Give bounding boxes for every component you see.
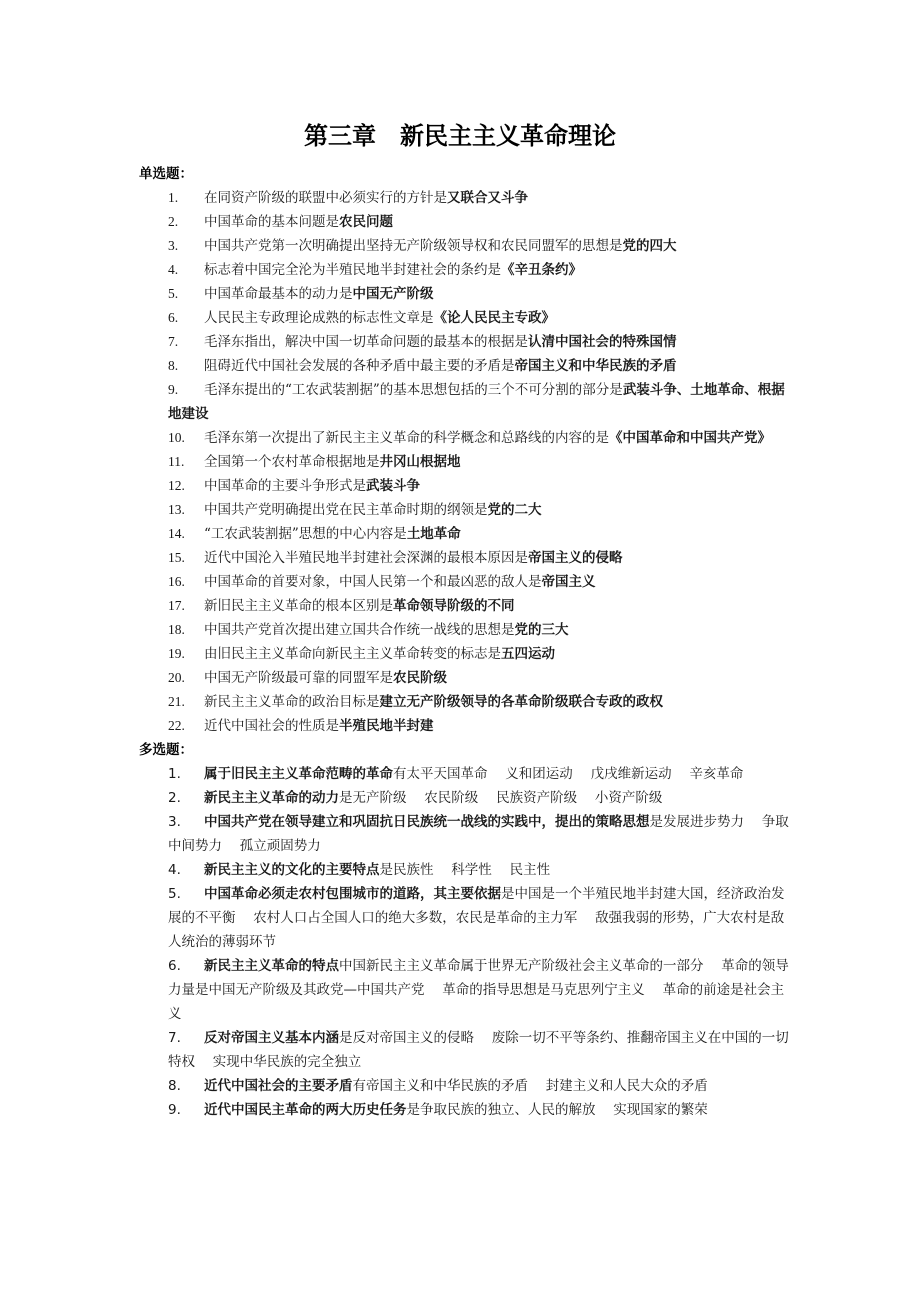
question-item xyxy=(139,570,789,594)
question-number: 2. xyxy=(168,790,181,806)
answer-text: 又联合又斗争 xyxy=(447,190,528,206)
answer-text: 建立无产阶级领导的各革命阶级联合专政的政权 xyxy=(379,694,663,710)
question-text: 新民主主义革命的特点 xyxy=(204,958,339,974)
question-text: 中国共产党明确提出党在民主革命时期的纲领是 xyxy=(204,502,488,518)
question-number: 10. xyxy=(168,430,185,445)
question-item xyxy=(139,546,789,570)
question-item xyxy=(139,522,789,546)
question-item xyxy=(139,210,789,234)
question-text: “工农武装割据”思想的中心内容是 xyxy=(204,526,407,542)
question-text: 中国共产党在领导建立和巩固抗日民族统一战线的实践中，提出的策略思想 xyxy=(204,814,650,830)
question-number: 3. xyxy=(168,238,179,253)
question-item xyxy=(139,498,789,522)
question-text: 新民主主义的文化的主要特点 xyxy=(204,862,380,878)
answer-text: 农民阶级 xyxy=(393,670,447,686)
answer-text: 《辛丑条约》 xyxy=(501,262,582,278)
question-text: 中国共产党首次提出建立国共合作统一战线的思想是 xyxy=(204,622,515,638)
question-text: 阻碍近代中国社会发展的各种矛盾中最主要的矛盾是 xyxy=(204,358,515,374)
question-item xyxy=(139,378,789,426)
question-item xyxy=(139,234,789,258)
question-text: 人民民主专政理论成熟的标志性文章是 xyxy=(204,310,434,326)
question-item xyxy=(139,690,789,714)
question-number: 20. xyxy=(168,670,185,685)
answer-text: 是反对帝国主义的侵略 废除一切不平等条约、推翻帝国主义在中国的一切特权 实现中华民族的完全独立 xyxy=(168,1030,789,1070)
answer-text: 《中国革命和中国共产党》 xyxy=(609,430,771,446)
question-item xyxy=(139,450,789,474)
question-number: 17. xyxy=(168,598,185,613)
question-item xyxy=(139,1098,789,1122)
question-text: 在同资产阶级的联盟中必须实行的方针是 xyxy=(204,190,447,206)
question-text: 近代中国社会的主要矛盾 xyxy=(204,1078,353,1094)
question-text: 中国革命的主要斗争形式是 xyxy=(204,478,366,494)
answer-text: 农民问题 xyxy=(339,214,393,230)
question-number: 3. xyxy=(168,814,181,830)
answer-text: 党的二大 xyxy=(487,502,542,518)
question-number: 8. xyxy=(168,358,179,373)
single-choice-heading: 单选题： xyxy=(139,166,193,182)
multiple-choice-list xyxy=(139,762,789,1122)
question-number: 8. xyxy=(168,1078,181,1094)
question-item xyxy=(139,258,789,282)
question-text: 中国革命最基本的动力是 xyxy=(204,286,353,302)
answer-text: 是中国是一个半殖民地半封建大国，经济政治发展的不平衡 农村人口占全国人口的绝大多数，农民是革命的主力军 敌强我弱的形势，广大农村是敌人统治的薄弱环节 xyxy=(168,886,785,950)
answer-text: 党的四大 xyxy=(622,238,677,254)
answer-text: 认清中国社会的特殊国情 xyxy=(528,334,677,350)
question-item xyxy=(139,282,789,306)
question-number: 11. xyxy=(168,454,185,469)
question-text: 中国革命必须走农村包围城市的道路，其主要依据 xyxy=(204,886,501,902)
answer-text: 有太平天国革命 义和团运动 戊戌维新运动 辛亥革命 xyxy=(393,766,744,782)
answer-text: 半殖民地半封建 xyxy=(339,718,434,734)
question-text: 毛泽东指出，解决中国一切革命问题的最基本的根据是 xyxy=(204,334,528,350)
question-item xyxy=(139,954,789,1026)
question-number: 7. xyxy=(168,1030,181,1046)
answer-text: 中国新民主主义革命属于世界无产阶级社会主义革命的一部分 革命的领导力量是中国无产阶级及其政党—中国共产党 革命的指导思想是马克思列宁主义 革命的前途是社会主义 xyxy=(168,958,789,1022)
question-text: 毛泽东提出的“工农武装割据”的基本思想包括的三个不可分割的部分是 xyxy=(204,382,623,398)
question-text: 新民主主义革命的政治目标是 xyxy=(204,694,380,710)
answer-text: 是争取民族的独立、人民的解放 实现国家的繁荣 xyxy=(406,1102,708,1118)
question-number: 5. xyxy=(168,886,181,902)
question-number: 9. xyxy=(168,1102,181,1118)
question-item xyxy=(139,1074,789,1098)
question-number: 13. xyxy=(168,502,185,517)
answer-text: 武装斗争 xyxy=(366,478,420,494)
question-item xyxy=(139,642,789,666)
question-number: 14. xyxy=(168,526,185,541)
chapter-title: 第三章 新民主主义革命理论 xyxy=(304,122,616,150)
question-number: 9. xyxy=(168,382,179,397)
question-text: 全国第一个农村革命根据地是 xyxy=(204,454,380,470)
question-number: 12. xyxy=(168,478,185,493)
answer-text: 井冈山根据地 xyxy=(379,454,461,470)
answer-text: 帝国主义的侵略 xyxy=(528,550,623,566)
question-item xyxy=(139,762,789,786)
question-text: 中国共产党第一次明确提出坚持无产阶级领导权和农民同盟军的思想是 xyxy=(204,238,623,254)
answer-text: 《论人民民主专政》 xyxy=(433,310,555,326)
question-number: 4. xyxy=(168,862,181,878)
question-text: 近代中国民主革命的两大历史任务 xyxy=(204,1102,407,1118)
question-item xyxy=(139,858,789,882)
answer-text: 有帝国主义和中华民族的矛盾 封建主义和人民大众的矛盾 xyxy=(352,1078,708,1094)
question-number: 6. xyxy=(168,958,181,974)
question-item xyxy=(139,306,789,330)
question-text: 标志着中国完全沦为半殖民地半封建社会的条约是 xyxy=(204,262,501,278)
question-number: 1. xyxy=(168,766,181,782)
question-item xyxy=(139,786,789,810)
question-item xyxy=(139,474,789,498)
question-number: 21. xyxy=(168,694,185,709)
question-content xyxy=(139,162,789,1122)
answer-text: 中国无产阶级 xyxy=(352,286,434,302)
question-text: 毛泽东第一次提出了新民主主义革命的科学概念和总路线的内容的是 xyxy=(204,430,609,446)
question-number: 1. xyxy=(168,190,179,205)
answer-text: 武装斗争、土地革命、根据地建设 xyxy=(168,382,785,422)
question-number: 5. xyxy=(168,286,179,301)
answer-text: 土地革命 xyxy=(406,526,461,542)
question-item xyxy=(139,1026,789,1074)
question-text: 近代中国社会的性质是 xyxy=(204,718,339,734)
question-text: 反对帝国主义基本内涵 xyxy=(204,1030,339,1046)
answer-text: 是民族性 科学性 民主性 xyxy=(379,862,551,878)
question-item xyxy=(139,186,789,210)
question-number: 16. xyxy=(168,574,185,589)
question-number: 2. xyxy=(168,214,179,229)
answer-text: 五四运动 xyxy=(501,646,555,662)
question-item xyxy=(139,882,789,954)
question-text: 由旧民主主义革命向新民主主义革命转变的标志是 xyxy=(204,646,501,662)
single-choice-list xyxy=(139,186,789,738)
question-item xyxy=(139,810,789,858)
question-text: 新民主主义革命的动力 xyxy=(204,790,339,806)
question-item xyxy=(139,714,789,738)
question-text: 属于旧民主主义革命范畴的革命 xyxy=(204,766,393,782)
question-number: 6. xyxy=(168,310,179,325)
question-text: 中国革命的基本问题是 xyxy=(204,214,339,230)
question-number: 18. xyxy=(168,622,185,637)
question-item xyxy=(139,426,789,450)
question-item xyxy=(139,330,789,354)
multiple-choice-heading: 多选题： xyxy=(139,742,193,758)
question-number: 7. xyxy=(168,334,179,349)
question-number: 19. xyxy=(168,646,185,661)
question-text: 近代中国沦入半殖民地半封建社会深渊的最根本原因是 xyxy=(204,550,528,566)
answer-text: 帝国主义 xyxy=(541,574,596,590)
question-text: 中国无产阶级最可靠的同盟军是 xyxy=(204,670,393,686)
question-number: 22. xyxy=(168,718,185,733)
question-text: 新旧民主主义革命的根本区别是 xyxy=(204,598,393,614)
answer-text: 是无产阶级 农民阶级 民族资产阶级 小资产阶级 xyxy=(339,790,663,806)
answer-text: 帝国主义和中华民族的矛盾 xyxy=(514,358,677,374)
question-item xyxy=(139,354,789,378)
question-number: 15. xyxy=(168,550,185,565)
question-item xyxy=(139,666,789,690)
question-item xyxy=(139,594,789,618)
answer-text: 党的三大 xyxy=(514,622,569,638)
answer-text: 是发展进步势力 争取中间势力 孤立顽固势力 xyxy=(168,814,789,854)
answer-text: 革命领导阶级的不同 xyxy=(393,598,515,614)
question-item xyxy=(139,618,789,642)
question-number: 4. xyxy=(168,262,179,277)
question-text: 中国革命的首要对象，中国人民第一个和最凶恶的敌人是 xyxy=(204,574,542,590)
